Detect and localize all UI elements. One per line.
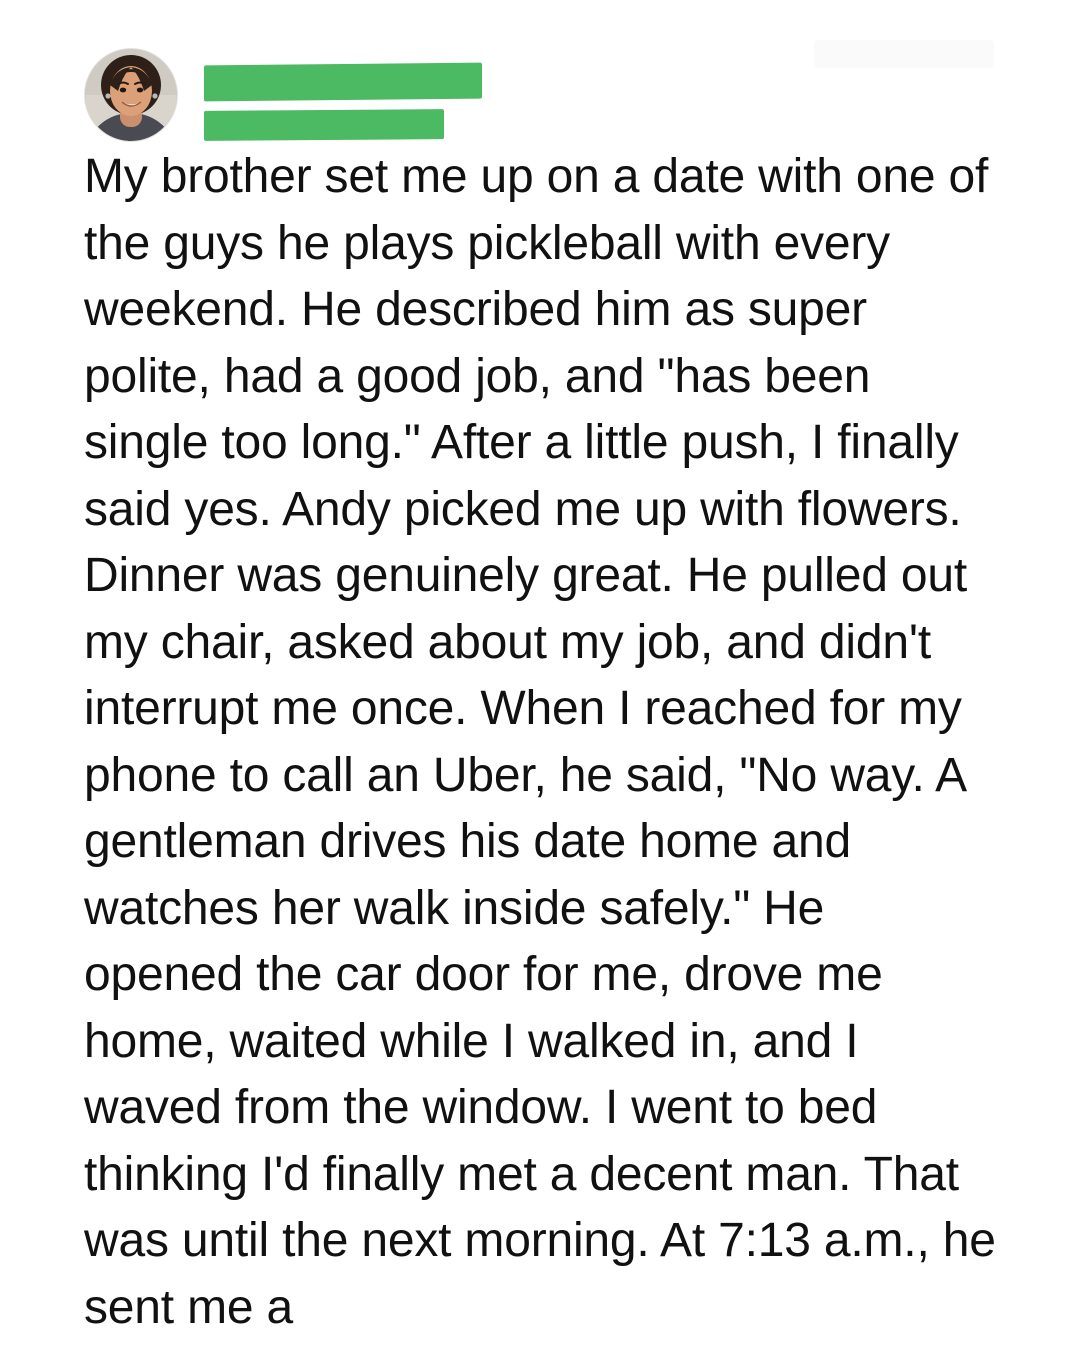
redaction-bar-handle xyxy=(204,109,444,141)
user-avatar-photo-icon xyxy=(85,49,177,141)
bottom-text-cutoff xyxy=(0,1344,1080,1350)
post-body-text: My brother set me up on a date with one of the guys he plays pickleball with every weekend. He described him as super polite, had a good job, and "has been single too long." After a little push, I finally said yes. Andy picked me up with flowers. Dinner was genuinely great. He pulled out my chair, asked about my job, and didn't interrupt me once. When I reached for my phone to call an Uber, he said, "No way. A gentleman drives his date home and watches her walk inside safely." He opened the car door for me, drove me home, waited while I walked in, and I waved from the window. I went to bed thinking I'd finally met a decent man. That was until the next morning. At 7:13 a.m., he sent me a xyxy=(84,150,996,1334)
background-ghost-block xyxy=(814,40,994,68)
avatar[interactable] xyxy=(84,48,178,142)
redaction-bar-username xyxy=(204,63,482,102)
redacted-username-block xyxy=(204,48,482,140)
post-body xyxy=(0,144,1080,1341)
